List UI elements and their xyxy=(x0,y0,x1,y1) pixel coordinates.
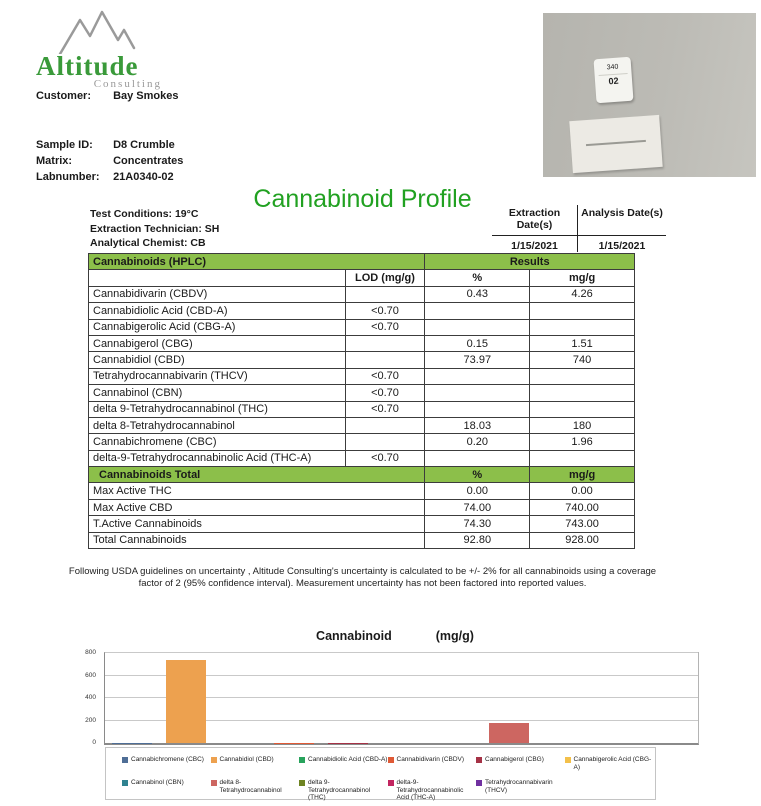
legend-label: delta-9-Tetrahydrocannabinolic Acid (THC-A) xyxy=(396,779,464,801)
cannabinoid-totals-body xyxy=(89,467,635,549)
legend-item xyxy=(122,756,211,771)
y-tick-label: 600 xyxy=(85,671,96,679)
lod-value xyxy=(345,286,425,302)
chart-bar xyxy=(166,660,206,743)
legend-label: Cannabigerol (CBG) xyxy=(485,756,544,763)
altitude-logo xyxy=(36,10,166,90)
sample-photo xyxy=(543,13,756,177)
table-row xyxy=(89,385,635,401)
cannabinoid-table xyxy=(88,253,635,549)
legend-label: delta 9-Tetrahydrocannabinol (THC) xyxy=(308,779,371,801)
cannabinoid-table-body xyxy=(89,254,635,467)
percent-value xyxy=(425,401,530,417)
legend-label: Cannabidivarin (CBDV) xyxy=(396,756,465,763)
analyte-name: Cannabigerol (CBG) xyxy=(89,335,346,351)
lod-column-header: LOD (mg/g) xyxy=(345,270,425,286)
sample-container xyxy=(594,57,634,103)
analyte-name: delta-9-Tetrahydrocannabinolic Acid (THC-A) xyxy=(89,450,346,466)
legend-swatch-icon xyxy=(388,780,394,786)
total-percent-value: 0.00 xyxy=(425,483,530,499)
totals-row xyxy=(89,516,635,532)
legend-swatch-icon xyxy=(211,757,217,763)
mgg-column-header: mg/g xyxy=(530,270,635,286)
table-header-row xyxy=(89,254,635,270)
lod-value: <0.70 xyxy=(345,368,425,384)
chart-title-text: Cannabinoid xyxy=(316,629,392,643)
analyte-name: Cannabinol (CBN) xyxy=(89,385,346,401)
totals-header-label: Cannabinoids Total xyxy=(89,467,425,483)
lod-value: <0.70 xyxy=(345,303,425,319)
analyte-name: Cannabidiolic Acid (CBD-A) xyxy=(89,303,346,319)
legend-item xyxy=(299,756,388,771)
mgg-value xyxy=(530,303,635,319)
lod-value xyxy=(345,434,425,450)
labnumber-row xyxy=(36,171,174,183)
percent-value xyxy=(425,450,530,466)
labnumber-value: 21A0340-02 xyxy=(113,171,174,183)
legend-label: Tetrahydrocannabivarin (THCV) xyxy=(485,779,553,794)
legend-swatch-icon xyxy=(122,757,128,763)
uncertainty-disclaimer xyxy=(0,566,725,589)
percent-value: 0.43 xyxy=(425,286,530,302)
mgg-value: 740 xyxy=(530,352,635,368)
customer-value: Bay Smokes xyxy=(113,90,179,102)
y-tick-label: 200 xyxy=(85,716,96,724)
table-row xyxy=(89,352,635,368)
total-mgg-value: 928.00 xyxy=(530,532,635,548)
analyte-name: Cannabigerolic Acid (CBG-A) xyxy=(89,319,346,335)
percent-value xyxy=(425,319,530,335)
extraction-technician-line: Extraction Technician: SH xyxy=(90,222,220,235)
table-row xyxy=(89,286,635,302)
sample-container-label-bottom: 02 xyxy=(608,75,619,87)
percent-value xyxy=(425,385,530,401)
percent-value: 0.20 xyxy=(425,434,530,450)
legend-item xyxy=(476,756,565,771)
total-mgg-value: 743.00 xyxy=(530,516,635,532)
chart-title xyxy=(0,629,761,643)
totals-header-row xyxy=(89,467,635,483)
mgg-value xyxy=(530,385,635,401)
percent-value xyxy=(425,368,530,384)
mgg-value xyxy=(530,450,635,466)
analytical-chemist-line: Analytical Chemist: CB xyxy=(90,237,206,249)
mgg-value xyxy=(530,368,635,384)
test-conditions-line: Test Conditions: 19°C xyxy=(90,208,199,220)
chart-unit-label: (mg/g) xyxy=(435,629,474,643)
lod-value: <0.70 xyxy=(345,450,425,466)
percent-value xyxy=(425,303,530,319)
table-row xyxy=(89,450,635,466)
table-row xyxy=(89,368,635,384)
labnumber-label: Labnumber: xyxy=(36,171,100,183)
legend-label: Cannabinol (CBN) xyxy=(131,779,184,786)
lod-value: <0.70 xyxy=(345,401,425,417)
legend-item xyxy=(211,756,300,771)
total-label: Total Cannabinoids xyxy=(89,532,425,548)
logo-name: Altitude xyxy=(36,51,139,81)
totals-row xyxy=(89,499,635,515)
total-label: Max Active CBD xyxy=(89,499,425,515)
totals-row xyxy=(89,532,635,548)
analyte-name: Cannabidiol (CBD) xyxy=(89,352,346,368)
legend-item xyxy=(299,779,388,802)
lod-value: <0.70 xyxy=(345,385,425,401)
total-percent-value: 74.00 xyxy=(425,499,530,515)
totals-row xyxy=(89,483,635,499)
page-title: Cannabinoid Profile xyxy=(253,185,472,213)
analyte-name: delta 9-Tetrahydrocannabinol (THC) xyxy=(89,401,346,417)
disclaimer-line-2: factor of 2 (95% confidence interval). Measurement uncertainty has not been factored into reported values. xyxy=(138,577,587,589)
total-percent-value: 92.80 xyxy=(425,532,530,548)
total-percent-value: 74.30 xyxy=(425,516,530,532)
legend-swatch-icon xyxy=(565,757,571,763)
legend-swatch-icon xyxy=(299,780,305,786)
total-mgg-value: 740.00 xyxy=(530,499,635,515)
disclaimer-line-1: Following USDA guidelines on uncertainty , Altitude Consulting's uncertainty is calculated to be +/- 2% for all cannabinoids using a coverage xyxy=(68,566,657,577)
y-tick-label: 400 xyxy=(85,694,96,701)
sample-card xyxy=(569,115,662,173)
empty-cell xyxy=(89,270,346,286)
customer-row xyxy=(36,90,179,102)
lod-value xyxy=(345,335,425,351)
analyte-name: delta 8-Tetrahydrocannabinol xyxy=(89,417,346,433)
legend-swatch-icon xyxy=(211,780,217,786)
matrix-value: Concentrates xyxy=(113,155,184,167)
totals-percent-header: % xyxy=(425,467,530,483)
mgg-value: 4.26 xyxy=(530,286,635,302)
legend-swatch-icon xyxy=(476,780,482,786)
total-label: T.Active Cannabinoids xyxy=(89,516,425,532)
analysis-date-value: 1/15/2021 xyxy=(578,235,666,252)
legend-label: Cannabichromene (CBC) xyxy=(131,756,204,763)
sample-id-label: Sample ID: xyxy=(36,139,93,151)
mgg-value: 1.96 xyxy=(530,434,635,450)
sample-id-value: D8 Crumble xyxy=(113,139,175,151)
extraction-date-header: Extraction Date(s) xyxy=(492,205,578,235)
analyte-name: Cannabichromene (CBC) xyxy=(89,434,346,450)
mountain-icon xyxy=(58,10,136,54)
analyte-name: Tetrahydrocannabivarin (THCV) xyxy=(89,368,346,384)
total-label: Max Active THC xyxy=(89,483,425,499)
totals-mgg-header: mg/g xyxy=(530,467,635,483)
legend-swatch-icon xyxy=(388,757,394,763)
table-header-results: Results xyxy=(425,254,635,270)
legend-item xyxy=(476,779,565,802)
table-row xyxy=(89,417,635,433)
legend-swatch-icon xyxy=(299,757,305,763)
mgg-value xyxy=(530,401,635,417)
percent-value: 73.97 xyxy=(425,352,530,368)
legend-label: delta 8-Tetrahydrocannabinol xyxy=(219,779,282,794)
table-row xyxy=(89,335,635,351)
percent-column-header: % xyxy=(425,270,530,286)
table-row xyxy=(89,319,635,335)
chart-y-axis xyxy=(70,649,100,746)
mgg-value xyxy=(530,319,635,335)
lod-value xyxy=(345,417,425,433)
matrix-label: Matrix: xyxy=(36,155,73,167)
table-row xyxy=(89,401,635,417)
chart-legend xyxy=(105,747,656,800)
dates-table xyxy=(492,205,666,252)
test-conditions xyxy=(90,207,219,251)
table-header-left: Cannabinoids (HPLC) xyxy=(89,254,425,270)
mgg-value: 1.51 xyxy=(530,335,635,351)
total-mgg-value: 0.00 xyxy=(530,483,635,499)
lod-value: <0.70 xyxy=(345,319,425,335)
legend-swatch-icon xyxy=(476,757,482,763)
customer-label: Customer: xyxy=(36,90,92,102)
table-row xyxy=(89,303,635,319)
gridline xyxy=(105,652,698,653)
lod-value xyxy=(345,352,425,368)
y-tick-label: 0 xyxy=(92,739,96,746)
bar-chart-plot xyxy=(104,652,699,745)
legend-label: Cannabidiol (CBD) xyxy=(219,756,274,763)
legend-item xyxy=(388,756,477,771)
chart-bar xyxy=(489,723,529,743)
legend-item xyxy=(211,779,300,802)
matrix-row xyxy=(36,155,183,167)
table-row xyxy=(89,434,635,450)
extraction-date-value: 1/15/2021 xyxy=(492,235,578,252)
y-tick-label: 800 xyxy=(85,649,96,656)
legend-label: Cannabigerolic Acid (CBG-A) xyxy=(573,756,652,771)
legend-swatch-icon xyxy=(122,780,128,786)
legend-label: Cannabidiolic Acid (CBD-A) xyxy=(308,756,388,763)
analyte-name: Cannabidivarin (CBDV) xyxy=(89,286,346,302)
logo-subtitle: Consulting xyxy=(93,78,162,90)
legend-item xyxy=(565,756,654,771)
sample-container-label-top: 340 xyxy=(606,63,619,72)
analysis-date-header: Analysis Date(s) xyxy=(581,207,663,219)
mgg-value: 180 xyxy=(530,417,635,433)
percent-value: 18.03 xyxy=(425,417,530,433)
sample-id-row xyxy=(36,139,175,151)
table-subheader-row xyxy=(89,270,635,286)
legend-item xyxy=(122,779,211,802)
percent-value: 0.15 xyxy=(425,335,530,351)
legend-item xyxy=(388,779,477,802)
